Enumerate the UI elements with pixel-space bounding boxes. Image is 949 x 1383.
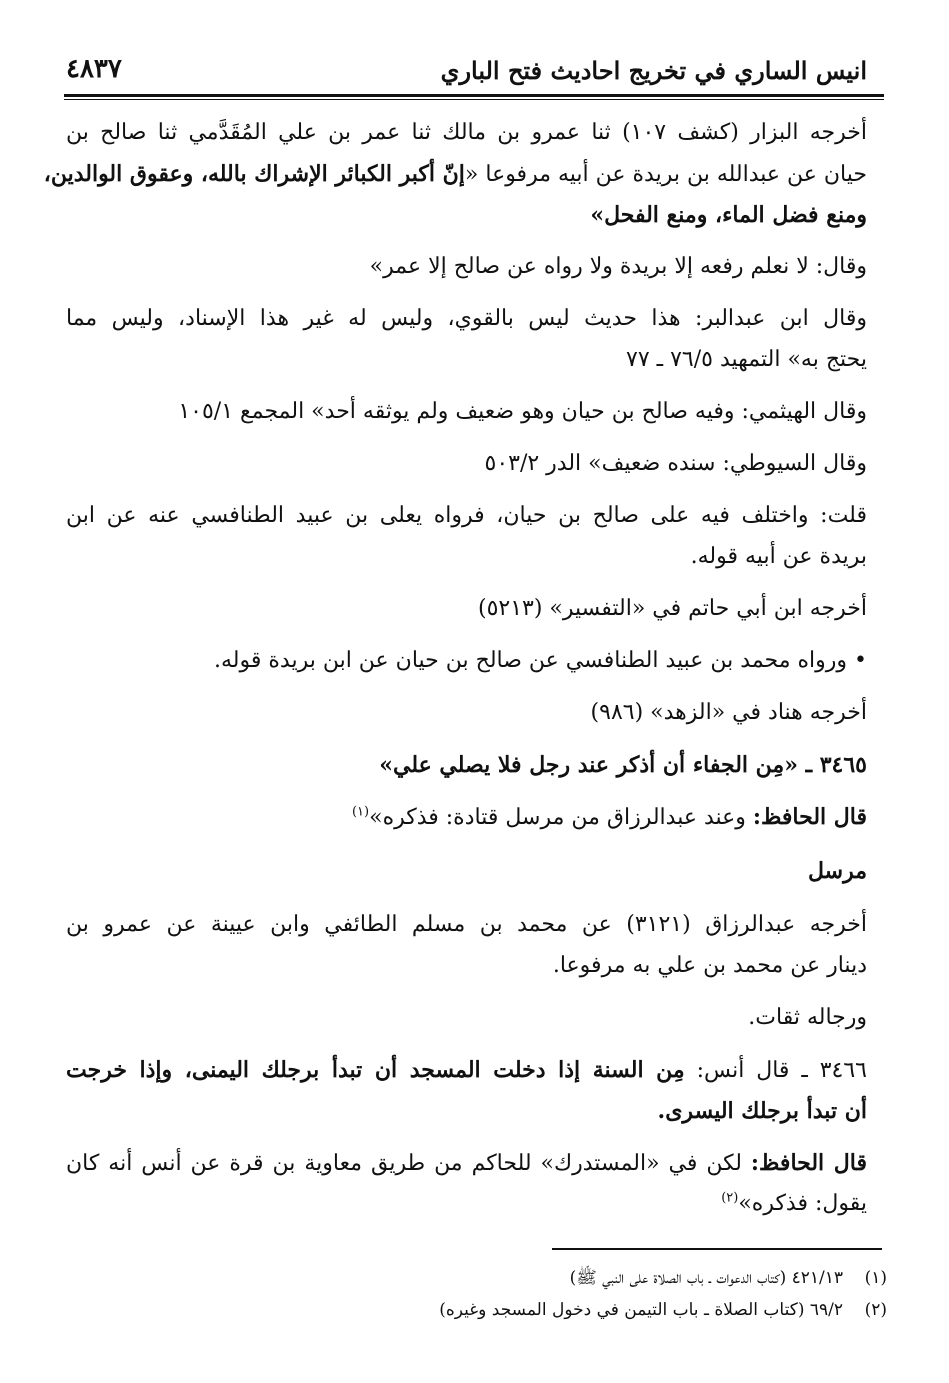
footnote-separator	[552, 1248, 882, 1250]
footnote-number: (١)	[864, 1268, 887, 1288]
text-span: حيان عن عبدالله بن بريدة عن أبيه مرفوعا «	[464, 162, 867, 187]
hadith-number: ٣٤٦٦ ـ قال أنس:	[684, 1058, 867, 1083]
footnote-ref: (١)	[351, 804, 370, 820]
page-number: ٤٨٣٧	[66, 54, 122, 84]
paragraph-line: أخرجه ابن أبي حاتم في «التفسير» (٥٢١٣)	[477, 596, 867, 621]
quote-mark: »	[590, 202, 605, 228]
header-rule-thin	[64, 99, 884, 100]
footnote-ref: (٢)	[721, 1190, 739, 1206]
hadith-text-line	[590, 200, 867, 230]
paragraph-line: أخرجه البزار (كشف ١٠٧) ثنا عمرو بن مالك ثنا عمر بن علي المُقَدَّمي ثنا صالح بن	[66, 120, 868, 145]
paragraph-line: وقال الهيثمي: وفيه صالح بن حيان وهو ضعيف ولم يوثقه أحد» المجمع ١٠٥/١	[178, 399, 867, 424]
footnote-text: ٦٩/٢ (كتاب الصلاة ـ باب التيمن في دخول المسجد وغيره)	[439, 1300, 843, 1320]
hadith-text: مِن السنة إذا دخلت المسجد أن تبدأ برجلك اليمنى، وإذا خرجت	[66, 1057, 685, 1083]
hadith-text-line: أن تبدأ برجلك اليسرى.	[657, 1098, 867, 1124]
paragraph-line: وقال السيوطي: سنده ضعيف» الدر ٥٠٣/٢	[484, 451, 867, 476]
hafiz-label: قال الحافظ:	[750, 1150, 867, 1176]
running-title: انيس الساري في تخريج احاديث فتح الباري	[440, 56, 867, 85]
hadith-heading-3465: ٣٤٦٥ ـ «مِن الجفاء أن أذكر عند رجل فلا يصلي علي»	[379, 752, 867, 778]
header-rule	[64, 94, 884, 97]
hadith-heading-3466	[66, 1055, 867, 1086]
footnote-number: (٢)	[864, 1300, 887, 1320]
paragraph-line: بريدة عن أبيه قوله.	[690, 544, 867, 569]
bullet-line: • ورواه محمد بن عبيد الطنافسي عن صالح بن حيان عن ابن بريدة قوله.	[214, 648, 867, 673]
hafiz-label: قال الحافظ:	[752, 804, 867, 830]
text-span: يقول: فذكره»	[738, 1191, 867, 1216]
paragraph-line	[43, 159, 867, 190]
text-span: لكن في «المستدرك» للحاكم من طريق معاوية بن قرة عن أنس أنه كان	[66, 1151, 751, 1176]
text-span: وعند عبدالرزاق من مرسل قتادة: فذكره»	[369, 805, 753, 830]
hadith-text: إنّ أكبر الكبائر الإشراك بالله، وعقوق الوالدين،	[43, 161, 465, 187]
paragraph-line: قلت: واختلف فيه على صالح بن حيان، فرواه يعلى بن عبيد الطنافسي عنه عن ابن	[66, 503, 867, 528]
footnote	[570, 1266, 887, 1290]
footnote	[439, 1298, 887, 1322]
paragraph-line: أخرجه هناد في «الزهد» (٩٨٦)	[590, 700, 867, 725]
paragraph-line: دينار عن محمد بن علي به مرفوعا.	[552, 953, 867, 978]
paragraph-line: وقال ابن عبدالبر: هذا حديث ليس بالقوي، وليس له غير هذا الإسناد، وليس مما	[66, 306, 867, 331]
paragraph-line: ورجاله ثقات.	[748, 1005, 867, 1030]
paragraph-line: يحتج به» التمهيد ٧٦/٥ ـ ٧٧	[626, 347, 867, 372]
hafiz-comment	[352, 802, 867, 833]
footnote-text: ٤٢١/١٣ (كتاب الدعوات ـ باب الصلاة على النبي ﷺ)	[569, 1268, 843, 1288]
paragraph-line: أخرجه عبدالرزاق (٣١٢١) عن محمد بن مسلم الطائفي وابن عيينة عن عمرو بن	[66, 912, 868, 937]
paragraph-line: وقال: لا نعلم رفعه إلا بريدة ولا رواه عن صالح إلا عمر»	[369, 254, 867, 279]
grade-label: مرسل	[807, 858, 867, 884]
paragraph-line	[721, 1189, 867, 1219]
hadith-text: ومنع فضل الماء، ومنع الفحل	[604, 202, 867, 228]
hafiz-comment	[66, 1148, 867, 1179]
